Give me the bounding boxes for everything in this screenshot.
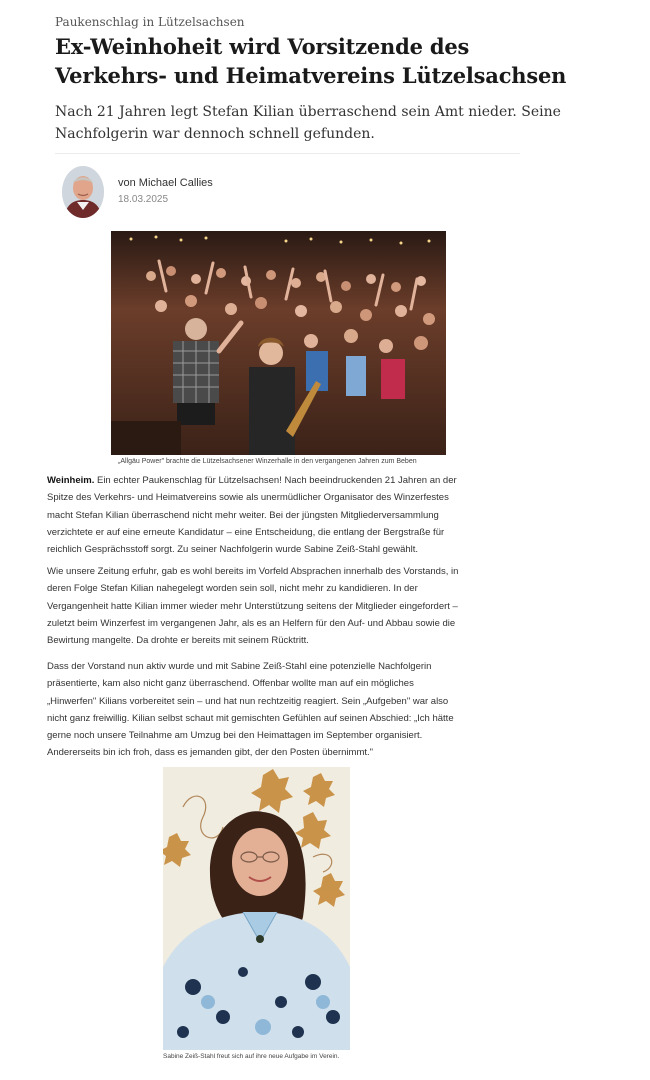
paragraph-line: nicht ganz freiwillig. Kilian selbst schaut mit gemischten Gefühlen auf seinen Abschied: „Ich hätte <box>47 712 454 724</box>
paragraph-line: Dass der Vorstand nun aktiv wurde und mit Sabine Zeiß-Stahl eine potenzielle Nachfolgerin <box>47 661 432 672</box>
portrait-photo[interactable] <box>163 767 350 1050</box>
paragraph-line: Vergangenheit hatte Kilian immer wieder mehr Unterstützung seitens der Mitglieder eingefordert – <box>47 600 458 612</box>
headline-line: Verkehrs- und Heimatvereins Lützelsachsen <box>55 63 567 88</box>
paragraph-line: „Hinwerfen" Kilians vorbereitet sein – und hat nun rechtzeitig reagiert. Sein „Aufgeben" war also <box>47 695 449 707</box>
paragraph-3 <box>47 658 497 762</box>
paragraph-2 <box>47 563 497 649</box>
portrait-woman-image <box>163 767 350 1050</box>
teaser <box>55 101 585 145</box>
paragraph-line: präsentierte, kam also nicht ganz überraschend. Offenbar wollte man auf ein mögliches <box>47 678 414 690</box>
concert-crowd-image <box>111 231 446 455</box>
paragraph-line: macht Stefan Kilian überraschend nicht mehr weiter. Bei der jüngsten Mitgliederversammlung <box>47 509 439 521</box>
paragraph-line: deren Folge Stefan Kilian nahegelegt worden sein soll, nicht mehr zu kandidieren. In der <box>47 583 418 595</box>
concert-photo[interactable] <box>111 231 446 455</box>
paragraph-1 <box>47 472 497 558</box>
paragraph-line <box>47 472 497 489</box>
headline <box>55 32 615 90</box>
author-name[interactable]: von Michael Callies <box>118 177 213 189</box>
dateline: Weinheim. <box>47 475 95 486</box>
paragraph-line: verzichtete er auf eine erneute Kandidatur – eine Entscheidung, die entlang der Bergstraße für <box>47 526 445 538</box>
paragraph-line: Spitze des Verkehrs- und Heimatvereins sowie als unermüdlicher Organisator des Winzerfestes <box>47 492 449 504</box>
kicker: Paukenschlag in Lützelsachsen <box>55 15 245 29</box>
photo-caption: Sabine Zeiß-Stahl freut sich auf ihre neue Aufgabe im Verein. <box>163 1053 340 1060</box>
headline-line: Ex-Weinhoheit wird Vorsitzende des <box>55 34 470 59</box>
author-portrait-image <box>62 166 104 218</box>
publish-date: 18.03.2025 <box>118 194 169 205</box>
paragraph-line: reichlich Gesprächsstoff sorgt. Zu seiner Nachfolgerin wurde Sabine Zeiß-Stahl gewählt. <box>47 544 419 556</box>
author-avatar[interactable] <box>62 166 104 218</box>
teaser-line: Nach 21 Jahren legt Stefan Kilian überraschend sein Amt nieder. Seine <box>55 104 561 120</box>
teaser-line: Nachfolgerin war dennoch schnell gefunden. <box>55 126 375 142</box>
paragraph-line: zuletzt beim Winzerfest im vergangenen Jahr, als es an Helfern für den Auf- und Abbau sowie die <box>47 617 456 629</box>
photo-caption: „Allgäu Power" brachte die Lützelsachsener Winzerhalle in den vergangenen Jahren zum Beben <box>118 458 417 465</box>
paragraph-line: Wie unsere Zeitung erfuhr, gab es wohl bereits im Vorfeld Absprachen innerhalb des Vorstands, in <box>47 566 459 577</box>
divider <box>55 153 520 154</box>
paragraph-line: gerne noch unsere Teilnahme am Umzug bei den Heimattagen im September organisiert. <box>47 730 423 742</box>
paragraph-line: Bewirtung mangelte. Da drohte er bereits mit seinem Rücktritt. <box>47 635 309 647</box>
paragraph-line: Andererseits bin ich froh, dass es jemanden gibt, der den Posten übernimmt." <box>47 747 374 759</box>
paragraph-text: Ein echter Paukenschlag für Lützelsachsen! Nach beeindruckenden 21 Jahren an der <box>96 475 457 486</box>
